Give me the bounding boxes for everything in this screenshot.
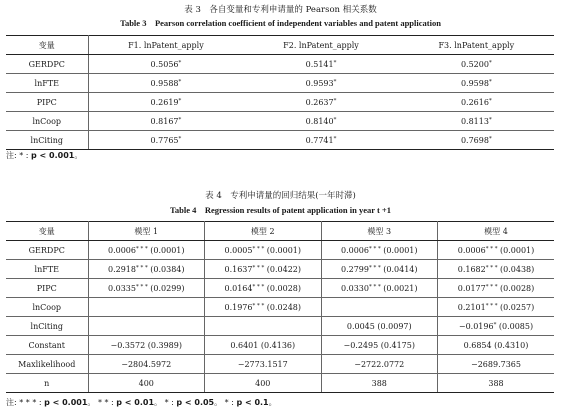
regression-cell <box>321 260 438 279</box>
significance-stars: * <box>333 97 337 104</box>
regression-cell <box>321 241 438 260</box>
coefficient-value: 0.7765 <box>150 135 179 145</box>
coefficient-value: 0.0330 <box>340 283 369 293</box>
coefficient-value: 0.5056 <box>150 59 179 69</box>
table-row <box>6 112 554 131</box>
regression-cell <box>88 374 205 393</box>
significance-stars: * <box>178 59 182 66</box>
note-prefix: 注: * * * : <box>6 398 42 407</box>
correlation-cell <box>399 55 554 74</box>
table-row <box>6 241 554 260</box>
note-p-value: p < 0.05 <box>176 398 215 407</box>
variable-cell: PIPC <box>6 93 88 112</box>
coefficient-value: −0.3572 (0.3989) <box>110 340 182 350</box>
regression-cell <box>205 279 322 298</box>
regression-cell <box>88 317 205 336</box>
coefficient-value: −2689.7365 <box>471 359 521 369</box>
regression-cell <box>205 336 322 355</box>
regression-cell <box>438 336 555 355</box>
variable-cell: Maxlikelihood <box>6 355 88 374</box>
coefficient-value: 0.2101 <box>457 302 486 312</box>
regression-cell <box>321 336 438 355</box>
coefficient-value: 0.1637 <box>224 264 253 274</box>
table3-header: F3. lnPatent_apply <box>399 36 554 55</box>
note-p-value: p < 0.001 <box>44 398 88 407</box>
standard-error: (0.0438) <box>497 264 535 274</box>
coefficient-value: 0.7698 <box>460 135 489 145</box>
significance-stars: * * * <box>485 302 498 309</box>
variable-cell: lnCoop <box>6 112 88 131</box>
significance-stars: * <box>333 59 337 66</box>
coefficient-value: 388 <box>371 378 387 388</box>
regression-cell <box>321 298 438 317</box>
correlation-cell <box>88 93 243 112</box>
significance-stars: * * * <box>252 302 265 309</box>
regression-cell <box>438 355 555 374</box>
table4-header: 模型 4 <box>438 222 555 241</box>
significance-stars: * <box>178 97 182 104</box>
regression-cell <box>205 317 322 336</box>
coefficient-value: −2722.0772 <box>354 359 405 369</box>
standard-error: (0.0085) <box>496 321 534 331</box>
standard-error: (0.0422) <box>264 264 302 274</box>
regression-cell <box>438 298 555 317</box>
significance-stars: * <box>178 135 182 142</box>
regression-cell <box>321 374 438 393</box>
regression-cell <box>205 374 322 393</box>
significance-stars: * * * <box>135 264 148 271</box>
coefficient-value: 0.9598 <box>460 78 489 88</box>
coefficient-value: 0.0006 <box>340 245 369 255</box>
variable-cell: PIPC <box>6 279 88 298</box>
significance-stars: * * * <box>252 283 265 290</box>
significance-stars: * * * <box>368 283 381 290</box>
regression-cell <box>88 355 205 374</box>
significance-stars: * * * <box>485 283 498 290</box>
variable-cell: lnFTE <box>6 260 88 279</box>
coefficient-value: 0.1682 <box>457 264 486 274</box>
coefficient-value: 388 <box>488 378 504 388</box>
significance-stars: * <box>488 97 492 104</box>
table-row <box>6 336 554 355</box>
regression-cell <box>321 355 438 374</box>
coefficient-value: 0.2637 <box>305 97 334 107</box>
regression-cell <box>88 260 205 279</box>
table4-caption-cn: 表 4 专利申请量的回归结果(一年时滞) <box>205 191 356 201</box>
table3 <box>6 35 554 150</box>
standard-error: (0.0028) <box>497 283 535 293</box>
coefficient-value: 0.5141 <box>305 59 334 69</box>
coefficient-value: 0.5200 <box>460 59 489 69</box>
regression-cell <box>205 298 322 317</box>
coefficient-value: 0.2616 <box>460 97 489 107</box>
note-sep: 。 * : <box>154 398 174 407</box>
correlation-cell <box>243 93 398 112</box>
note-sep: 。 * : <box>214 398 234 407</box>
standard-error: (0.0001) <box>497 245 535 255</box>
regression-cell <box>438 260 555 279</box>
coefficient-value: 0.1976 <box>224 302 253 312</box>
coefficient-value: 0.0005 <box>224 245 253 255</box>
coefficient-value: 0.0164 <box>224 283 253 293</box>
table-row <box>6 260 554 279</box>
table4-header: 变量 <box>6 222 88 241</box>
variable-cell: GERDPC <box>6 241 88 260</box>
coefficient-value: 0.8113 <box>460 116 489 126</box>
regression-cell <box>88 241 205 260</box>
coefficient-value: 0.0335 <box>107 283 136 293</box>
correlation-cell <box>399 112 554 131</box>
regression-cell <box>205 355 322 374</box>
table-row <box>6 298 554 317</box>
coefficient-value: 0.9593 <box>305 78 334 88</box>
correlation-cell <box>88 74 243 93</box>
table4-header: 模型 3 <box>321 222 438 241</box>
standard-error: (0.0028) <box>264 283 302 293</box>
significance-stars: * <box>493 321 497 328</box>
significance-stars: * <box>178 78 182 85</box>
coefficient-value: 0.9588 <box>150 78 179 88</box>
regression-cell <box>438 374 555 393</box>
regression-cell <box>321 279 438 298</box>
coefficient-value: 0.2799 <box>340 264 369 274</box>
coefficient-value: 0.8167 <box>150 116 179 126</box>
coefficient-value: 0.6401 (0.4136) <box>230 340 296 350</box>
note-prefix: 注: * : <box>6 151 29 160</box>
standard-error: (0.0021) <box>380 283 418 293</box>
table-row <box>6 93 554 112</box>
variable-cell: lnFTE <box>6 74 88 93</box>
note-p-value: p < 0.001 <box>31 151 75 160</box>
table3-header: 变量 <box>6 36 88 55</box>
regression-cell <box>205 241 322 260</box>
table4-header-row <box>6 222 554 241</box>
correlation-cell <box>88 131 243 150</box>
variable-cell: lnCoop <box>6 298 88 317</box>
table4 <box>6 221 554 393</box>
table3-header: F2. lnPatent_apply <box>243 36 398 55</box>
table3-header: F1. lnPatent_apply <box>88 36 243 55</box>
significance-stars: * * * <box>135 283 148 290</box>
significance-stars: * * * <box>485 264 498 271</box>
table-row <box>6 374 554 393</box>
table3-caption-en: Table 3 Pearson correlation coefficient of independent variables and patent application <box>120 18 441 28</box>
regression-cell <box>88 336 205 355</box>
significance-stars: * <box>488 116 492 123</box>
table3-note <box>6 150 82 161</box>
regression-cell <box>321 317 438 336</box>
standard-error: (0.0001) <box>147 245 185 255</box>
table-row <box>6 131 554 150</box>
significance-stars: * * * <box>368 245 381 252</box>
regression-cell <box>205 260 322 279</box>
significance-stars: * * * <box>368 264 381 271</box>
coefficient-value: 0.2619 <box>150 97 179 107</box>
regression-cell <box>88 279 205 298</box>
coefficient-value: 400 <box>255 378 271 388</box>
significance-stars: * * * <box>252 245 265 252</box>
correlation-cell <box>243 55 398 74</box>
coefficient-value: −2773.1517 <box>237 359 288 369</box>
standard-error: (0.0001) <box>380 245 418 255</box>
note-suffix: 。 <box>268 398 277 407</box>
standard-error: (0.0414) <box>380 264 418 274</box>
significance-stars: * <box>333 116 337 123</box>
coefficient-value: 0.0045 (0.0097) <box>346 321 412 331</box>
table-row <box>6 355 554 374</box>
note-p-value: p < 0.01 <box>116 398 155 407</box>
correlation-cell <box>88 112 243 131</box>
coefficient-value: 0.0177 <box>457 283 486 293</box>
table-row <box>6 279 554 298</box>
table4-note <box>6 397 277 408</box>
table4-caption-en: Table 4 Regression results of patent application in year t +1 <box>169 205 392 215</box>
coefficient-value: 0.6854 (0.4310) <box>463 340 529 350</box>
standard-error: (0.0257) <box>497 302 535 312</box>
correlation-cell <box>243 74 398 93</box>
coefficient-value: 0.8140 <box>305 116 334 126</box>
note-suffix: 。 <box>74 151 83 160</box>
coefficient-value: −0.2495 (0.4175) <box>343 340 415 350</box>
table4-header: 模型 1 <box>88 222 205 241</box>
variable-cell: n <box>6 374 88 393</box>
significance-stars: * <box>488 135 492 142</box>
coefficient-value: 0.7741 <box>305 135 334 145</box>
coefficient-value: 0.2918 <box>107 264 136 274</box>
coefficient-value: 0.0006 <box>457 245 486 255</box>
coefficient-value: −0.0196 <box>458 321 494 331</box>
significance-stars: * <box>178 116 182 123</box>
correlation-cell <box>399 93 554 112</box>
variable-cell: Constant <box>6 336 88 355</box>
regression-cell <box>438 241 555 260</box>
standard-error: (0.0299) <box>147 283 185 293</box>
significance-stars: * <box>488 78 492 85</box>
correlation-cell <box>399 74 554 93</box>
standard-error: (0.0384) <box>147 264 185 274</box>
table-row <box>6 317 554 336</box>
correlation-cell <box>243 112 398 131</box>
variable-cell: GERDPC <box>6 55 88 74</box>
table-row <box>6 55 554 74</box>
regression-cell <box>438 317 555 336</box>
significance-stars: * * * <box>135 245 148 252</box>
note-p-value: p < 0.1 <box>236 398 269 407</box>
correlation-cell <box>243 131 398 150</box>
significance-stars: * * * <box>485 245 498 252</box>
note-sep: 。 * * : <box>87 398 114 407</box>
table3-caption-cn: 表 3 各自变量和专利申请量的 Pearson 相关系数 <box>184 5 377 15</box>
variable-cell: lnCiting <box>6 131 88 150</box>
standard-error: (0.0001) <box>264 245 302 255</box>
variable-cell: lnCiting <box>6 317 88 336</box>
table-row <box>6 74 554 93</box>
coefficient-value: −2804.5972 <box>121 359 172 369</box>
table3-header-row <box>6 36 554 55</box>
regression-cell <box>88 298 205 317</box>
table4-header: 模型 2 <box>205 222 322 241</box>
coefficient-value: 400 <box>138 378 154 388</box>
significance-stars: * <box>488 59 492 66</box>
correlation-cell <box>88 55 243 74</box>
regression-cell <box>438 279 555 298</box>
significance-stars: * <box>333 135 337 142</box>
correlation-cell <box>399 131 554 150</box>
significance-stars: * <box>333 78 337 85</box>
significance-stars: * * * <box>252 264 265 271</box>
coefficient-value: 0.0006 <box>107 245 136 255</box>
standard-error: (0.0248) <box>264 302 302 312</box>
